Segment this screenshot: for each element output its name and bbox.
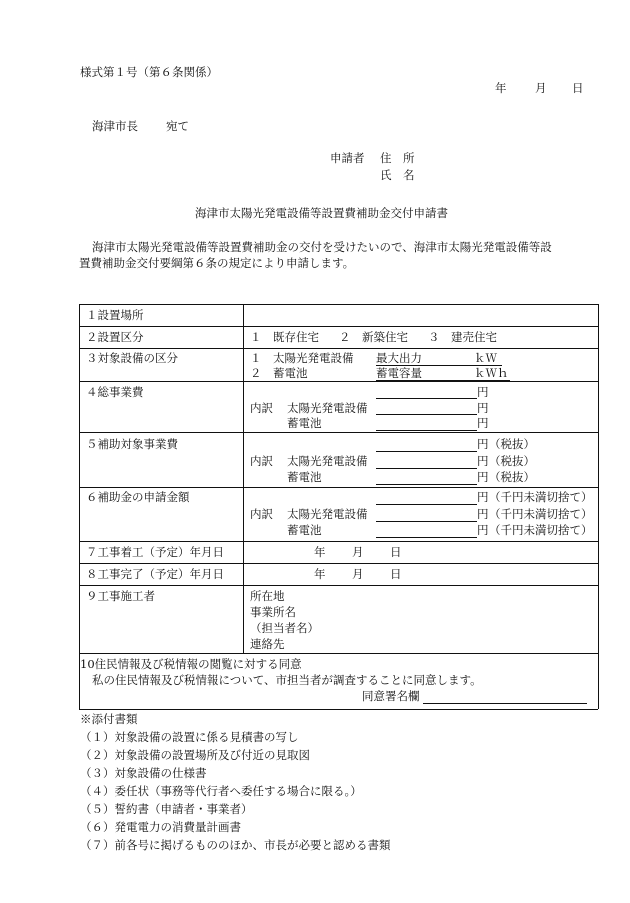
item-battery: ２ 蓄電池 <box>250 366 308 380</box>
attachment-item: （１）対象設備の設置に係る見積書の写し <box>80 730 299 744</box>
round-down-note: （千円未満切捨て） <box>489 523 593 537</box>
requested-amount-field[interactable] <box>376 504 477 505</box>
round-down-note: （千円未満切捨て） <box>489 507 593 521</box>
row-equipment-category-label: ３対象設備の区分 <box>86 351 178 365</box>
yen-unit: 円 <box>477 454 489 468</box>
addressee-suffix: 宛て <box>166 119 189 133</box>
addressee-name: 海津市長 <box>92 119 138 133</box>
start-year: 年 <box>314 545 326 559</box>
start-day: 日 <box>390 545 402 559</box>
attachment-item: （７）前各号に掲げるもののほか、市長が必要と認める書類 <box>80 838 391 852</box>
attachment-item: （３）対象設備の仕様書 <box>80 766 207 780</box>
row-consent-label: 10住民情報及び税情報の閲覧に対する同意 <box>80 657 302 671</box>
intro-line-1: 海津市太陽光発電設備等設置費補助金の交付を受けたいので、海津市太陽光発電設備等設 <box>92 240 552 254</box>
date-year: 年 <box>495 81 507 95</box>
start-month: 月 <box>352 545 364 559</box>
end-day: 日 <box>390 567 402 581</box>
breakdown-solar-label: 太陽光発電設備 <box>287 454 368 468</box>
contractor-contact-label: 連絡先 <box>250 637 285 651</box>
total-cost-field[interactable] <box>376 398 477 399</box>
yen-unit: 円 <box>477 507 489 521</box>
kw-unit: ｋＷ <box>474 351 497 365</box>
contractor-location-label: 所在地 <box>250 589 285 603</box>
attachment-item: （５）誓約書（申請者・事業者） <box>80 802 253 816</box>
row-eligible-cost-label: ５補助対象事業費 <box>86 437 178 451</box>
breakdown-battery-label: 蓄電池 <box>287 523 322 537</box>
form-number: 様式第１号（第６条関係） <box>80 65 218 79</box>
intro-line-2: 置費補助金交付要綱第６条の規定により申請します。 <box>79 256 355 270</box>
eligible-cost-battery-field[interactable] <box>376 484 477 485</box>
requested-amount-solar-field[interactable] <box>376 521 477 522</box>
yen-unit: 円 <box>477 437 489 451</box>
attachment-item: （４）委任状（事務等代行者へ委任する場合に限る。） <box>80 784 362 798</box>
yen-unit: 円 <box>477 401 489 415</box>
storage-capacity-label: 蓄電容量 <box>376 366 422 380</box>
contractor-office-label: 事業所名 <box>250 605 296 619</box>
row-installation-site-label: １設置場所 <box>86 308 144 322</box>
row-construction-end-label: ８工事完了（予定）年月日 <box>86 567 224 581</box>
option-new-house[interactable]: ２ 新築住宅 <box>339 330 408 344</box>
breakdown-solar-label: 太陽光発電設備 <box>287 507 368 521</box>
attachment-item: （２）対象設備の設置場所及び付近の見取図 <box>80 748 310 762</box>
consent-signature-label: 同意署名欄 <box>362 689 420 703</box>
consent-text: 私の住民情報及び税情報について、市担当者が調査することに同意します。 <box>92 673 482 687</box>
eligible-cost-field[interactable] <box>376 451 477 452</box>
tax-excluded-note: （税抜） <box>489 470 535 484</box>
end-year: 年 <box>314 567 326 581</box>
document-title: 海津市太陽光発電設備等設置費補助金交付申請書 <box>195 206 448 220</box>
yen-unit: 円 <box>477 523 489 537</box>
breakdown-label: 内訳 <box>250 401 273 415</box>
option-built-for-sale-house[interactable]: ３ 建売住宅 <box>428 330 497 344</box>
breakdown-battery-label: 蓄電池 <box>287 416 322 430</box>
tax-excluded-note: （税抜） <box>489 454 535 468</box>
applicant-label: 申請者 <box>330 151 365 165</box>
eligible-cost-solar-field[interactable] <box>376 468 477 469</box>
round-down-note: （千円未満切捨て） <box>489 490 593 504</box>
address-label: 住 所 <box>380 151 415 165</box>
row-total-cost-label: ４総事業費 <box>86 385 144 399</box>
yen-unit: 円 <box>477 490 489 504</box>
total-cost-solar-field[interactable] <box>376 414 477 415</box>
consent-signature-field[interactable] <box>423 703 587 704</box>
option-existing-house[interactable]: １ 既存住宅 <box>250 330 319 344</box>
total-cost-battery-field[interactable] <box>376 430 477 431</box>
breakdown-battery-label: 蓄電池 <box>287 470 322 484</box>
end-month: 月 <box>352 567 364 581</box>
yen-unit: 円 <box>477 385 489 399</box>
max-output-label: 最大出力 <box>376 351 422 365</box>
row-contractor-label: ９工事施工者 <box>86 589 155 603</box>
yen-unit: 円 <box>477 470 489 484</box>
kwh-unit: ｋＷｈ <box>474 366 509 380</box>
row-installation-category-label: ２設置区分 <box>86 330 144 344</box>
storage-capacity-field[interactable] <box>376 380 510 381</box>
breakdown-label: 内訳 <box>250 507 273 521</box>
tax-excluded-note: （税抜） <box>489 437 535 451</box>
date-month: 月 <box>535 81 547 95</box>
contractor-person-label: （担当者名） <box>250 621 319 635</box>
item-solar-equipment: １ 太陽光発電設備 <box>250 351 354 365</box>
yen-unit: 円 <box>477 416 489 430</box>
attachment-item: （６）発電電力の消費量計画書 <box>80 820 241 834</box>
row-requested-amount-label: ６補助金の申請金額 <box>86 490 190 504</box>
breakdown-label: 内訳 <box>250 454 273 468</box>
row-construction-start-label: ７工事着工（予定）年月日 <box>86 545 224 559</box>
name-label: 氏 名 <box>380 168 415 182</box>
date-day: 日 <box>572 81 584 95</box>
attachments-heading: ※添付書類 <box>80 712 138 726</box>
requested-amount-battery-field[interactable] <box>376 537 477 538</box>
breakdown-solar-label: 太陽光発電設備 <box>287 401 368 415</box>
